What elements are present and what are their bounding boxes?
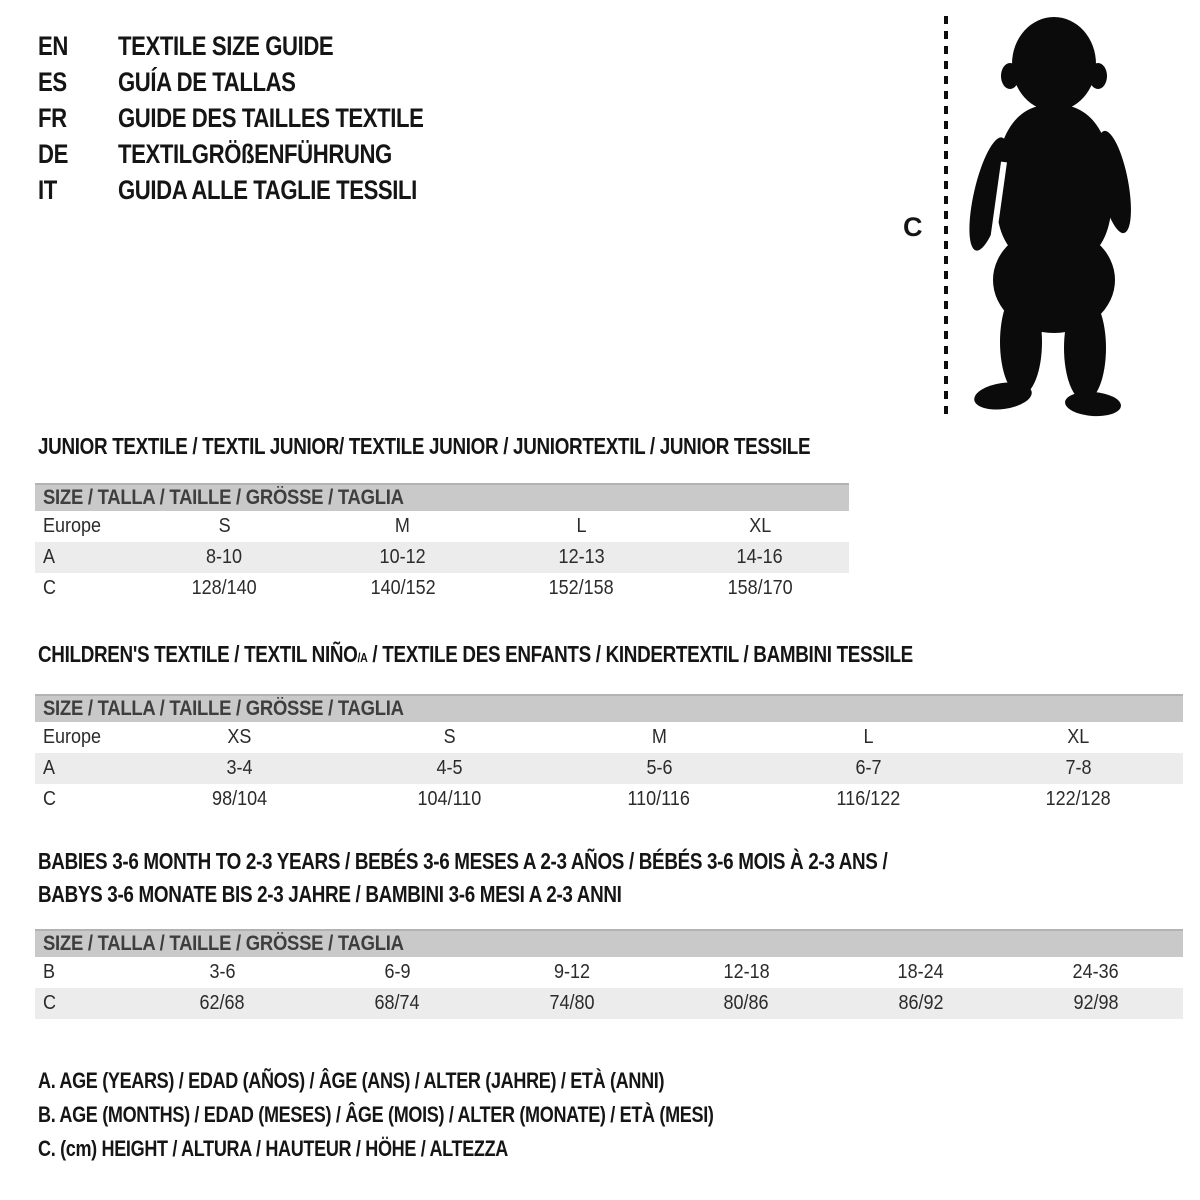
cell-height: 140/152	[370, 577, 436, 599]
cell-age: 9-12	[553, 961, 590, 983]
legend-line-c: C. (cm) HEIGHT / ALTURA / HAUTEUR / HÖHE / ALTEZZA	[38, 1136, 509, 1161]
row-label: C	[43, 788, 57, 810]
table-row-babies-height	[35, 988, 1183, 1019]
cell-age: 3-4	[226, 757, 253, 779]
language-title-list	[38, 28, 491, 208]
row-label: A	[43, 546, 56, 568]
lang-title-fr: GUIDE DES TAILLES TEXTILE	[118, 102, 424, 133]
lang-row-it	[38, 172, 491, 208]
cell-height: 104/110	[417, 788, 482, 810]
row-label: C	[43, 577, 57, 599]
cell-size: XL	[748, 515, 771, 537]
babies-section-title-line2: BABYS 3-6 MONATE BIS 2-3 JAHRE / BAMBINI 3-6 MESI A 2-3 ANNI	[38, 881, 622, 907]
cell-age: 8-10	[206, 546, 243, 568]
cell-height: 116/122	[836, 788, 901, 810]
row-label: C	[43, 992, 57, 1014]
cell-size: S	[218, 515, 231, 537]
children-section-title: CHILDREN'S TEXTILE / TEXTIL NIÑO/A / TEXTILE DES ENFANTS / KINDERTEXTIL / BAMBINI TESSILE	[38, 641, 913, 667]
legend-line-b: B. AGE (MONTHS) / EDAD (MESES) / ÂGE (MOIS) / ALTER (MONATE) / ETÀ (MESI)	[38, 1102, 714, 1127]
lang-row-es	[38, 64, 491, 100]
cell-age: 12-18	[723, 961, 770, 983]
cell-size: XL	[1067, 726, 1090, 748]
lang-row-de	[38, 136, 491, 172]
table-row-junior-europe	[35, 511, 849, 542]
row-label: Europe	[43, 515, 102, 537]
cell-age: 3-6	[209, 961, 236, 983]
cell-height: 80/86	[723, 992, 769, 1014]
toddler-silhouette	[958, 12, 1143, 420]
cell-age: 7-8	[1065, 757, 1092, 779]
cell-age: 6-7	[855, 757, 882, 779]
lang-title-es: GUÍA DE TALLAS	[118, 66, 296, 97]
cell-age: 10-12	[379, 546, 426, 568]
cell-age: 6-9	[383, 961, 411, 983]
cell-age: 12-13	[558, 546, 605, 568]
cell-age: 4-5	[436, 757, 463, 779]
section-junior-textile	[35, 432, 980, 604]
children-size-table-header: SIZE / TALLA / TAILLE / GRÖSSE / TAGLIA	[35, 694, 1183, 722]
lang-code-es: ES	[38, 66, 67, 97]
cell-size: XS	[227, 726, 252, 748]
table-row-children-height	[35, 784, 1183, 815]
height-measure-dashed-line	[944, 16, 948, 414]
cell-age: 14-16	[736, 546, 783, 568]
junior-size-table-header: SIZE / TALLA / TAILLE / GRÖSSE / TAGLIA	[35, 483, 849, 511]
cell-height: 122/128	[1045, 788, 1111, 810]
junior-section-title: JUNIOR TEXTILE / TEXTIL JUNIOR/ TEXTILE JUNIOR / JUNIORTEXTIL / JUNIOR TESSILE	[38, 433, 811, 459]
children-size-table	[35, 694, 1183, 815]
measurement-legend	[38, 1064, 862, 1166]
cell-height: 98/104	[212, 788, 268, 810]
section-babies-textile	[35, 845, 1183, 1019]
table-row-junior-height	[35, 573, 849, 604]
cell-height: 158/170	[727, 577, 793, 599]
cell-height: 110/116	[627, 788, 691, 810]
cell-size: S	[443, 726, 456, 748]
cell-age: 18-24	[897, 961, 945, 983]
table-row-children-age	[35, 753, 1183, 784]
table-row-babies-age	[35, 957, 1183, 988]
table-row-children-europe	[35, 722, 1183, 753]
cell-height: 68/74	[374, 992, 420, 1014]
babies-section-title-line1: BABIES 3-6 MONTH TO 2-3 YEARS / BEBÉS 3-6 MESES A 2-3 AÑOS / BÉBÉS 3-6 MOIS À 2-3 ANS /	[38, 848, 888, 874]
nino-a-subscript: /A	[357, 650, 368, 665]
lang-row-fr	[38, 100, 491, 136]
row-label: Europe	[43, 726, 102, 748]
cell-size: L	[576, 515, 587, 537]
cell-age: 24-36	[1072, 961, 1119, 983]
cell-height: 152/158	[548, 577, 614, 599]
lang-code-de: DE	[38, 138, 68, 169]
lang-title-en: TEXTILE SIZE GUIDE	[118, 30, 334, 61]
babies-size-table	[35, 929, 1183, 1019]
height-label-c: C	[903, 212, 923, 242]
cell-height: 74/80	[549, 992, 595, 1014]
cell-size: M	[395, 515, 411, 537]
lang-title-de: TEXTILGRÖßENFÜHRUNG	[118, 138, 392, 169]
cell-height: 92/98	[1073, 992, 1119, 1014]
lang-row-en	[38, 28, 491, 64]
cell-age: 5-6	[645, 757, 672, 779]
lang-code-it: IT	[38, 174, 57, 205]
legend-line-a: A. AGE (YEARS) / EDAD (AÑOS) / ÂGE (ANS) / ALTER (JAHRE) / ETÀ (ANNI)	[38, 1068, 665, 1093]
section-children-textile	[35, 640, 1183, 815]
lang-code-fr: FR	[38, 102, 67, 133]
lang-code-en: EN	[38, 30, 68, 61]
babies-size-table-header: SIZE / TALLA / TAILLE / GRÖSSE / TAGLIA	[35, 929, 1183, 957]
table-row-junior-age	[35, 542, 849, 573]
cell-height: 62/68	[199, 992, 245, 1014]
cell-size: M	[651, 726, 667, 748]
lang-title-it: GUIDA ALLE TAGLIE TESSILI	[118, 174, 417, 205]
row-label: B	[43, 961, 56, 983]
cell-height: 86/92	[898, 992, 944, 1014]
row-label: A	[43, 757, 56, 779]
junior-size-table	[35, 483, 849, 604]
cell-height: 128/140	[191, 577, 257, 599]
cell-size: L	[863, 726, 874, 748]
